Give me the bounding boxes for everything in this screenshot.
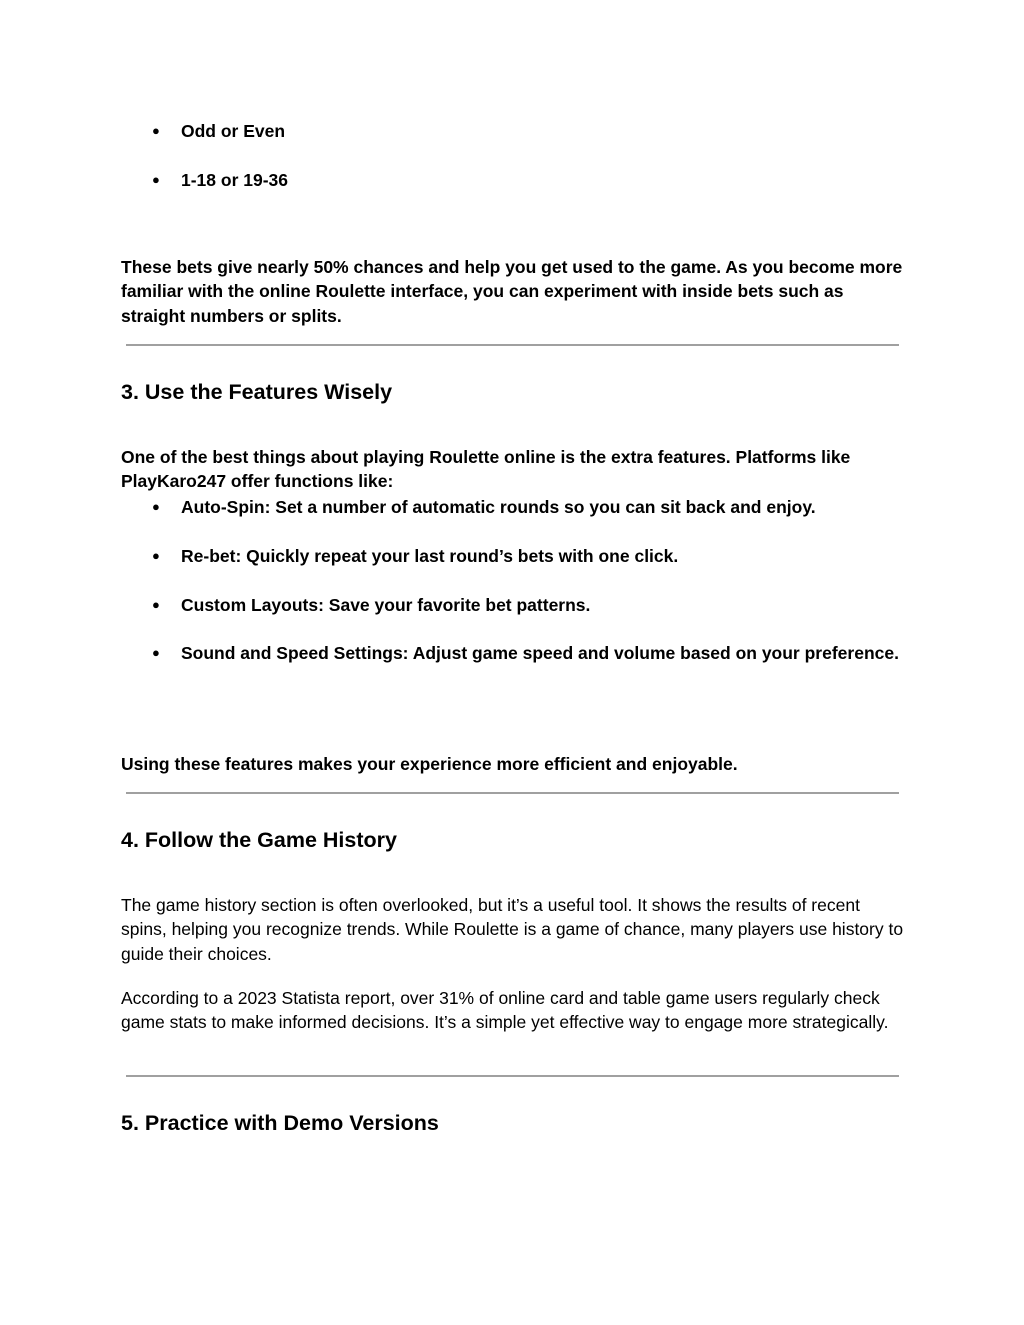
section-divider — [126, 792, 899, 794]
bullet-icon: ● — [152, 645, 160, 660]
section-3-intro: One of the best things about playing Roulette online is the extra features. Platforms like PlayKaro247 offer functions like: — [121, 446, 851, 491]
section-3-outro: Using these features makes your experience more efficient and enjoyable. — [121, 753, 738, 774]
list-item — [121, 593, 911, 618]
list-item — [121, 168, 911, 193]
bets-paragraph: These bets give nearly 50% chances and help you get used to the game. As you become more familiar with the online Roulette interface, you can experiment with inside bets such as straight numbers or splits. — [121, 256, 903, 326]
list-item — [121, 119, 911, 144]
section-divider — [126, 1075, 899, 1077]
section-4-paragraph-1: The game history section is often overlooked, but it’s a useful tool. It shows the results of recent spins, helping you recognize trends. While Roulette is a game of chance, many players use history to guide their choices. — [121, 894, 904, 964]
bullet-icon: ● — [152, 548, 160, 563]
section-5-heading: 5. Practice with Demo Versions — [121, 1111, 439, 1135]
section-4-paragraph-2: According to a 2023 Statista report, over 31% of online card and table game users regularly check game stats to make informed decisions. It’s a simple yet effective way to engage more strategically. — [121, 987, 889, 1032]
bullet-icon: ● — [152, 499, 160, 514]
bullet-icon: ● — [152, 123, 160, 138]
list-item-text: Auto-Spin: Set a number of automatic rounds so you can sit back and enjoy. — [181, 497, 816, 517]
section-divider — [126, 344, 899, 346]
bullet-icon: ● — [152, 597, 160, 612]
section-3-heading: 3. Use the Features Wisely — [121, 380, 393, 404]
list-item-text: Sound and Speed Settings: Adjust game speed and volume based on your preference. — [181, 643, 899, 663]
list-item-text: 1-18 or 19-36 — [181, 170, 289, 190]
list-item-text: Re-bet: Quickly repeat your last round’s bets with one click. — [181, 546, 679, 566]
section-4-heading: 4. Follow the Game History — [121, 828, 397, 852]
bullet-icon: ● — [152, 172, 160, 187]
list-item-text: Custom Layouts: Save your favorite bet patterns. — [181, 595, 591, 615]
list-item-text: Odd or Even — [181, 121, 286, 141]
list-item — [121, 641, 911, 666]
list-item — [121, 495, 911, 520]
list-item — [121, 544, 911, 569]
